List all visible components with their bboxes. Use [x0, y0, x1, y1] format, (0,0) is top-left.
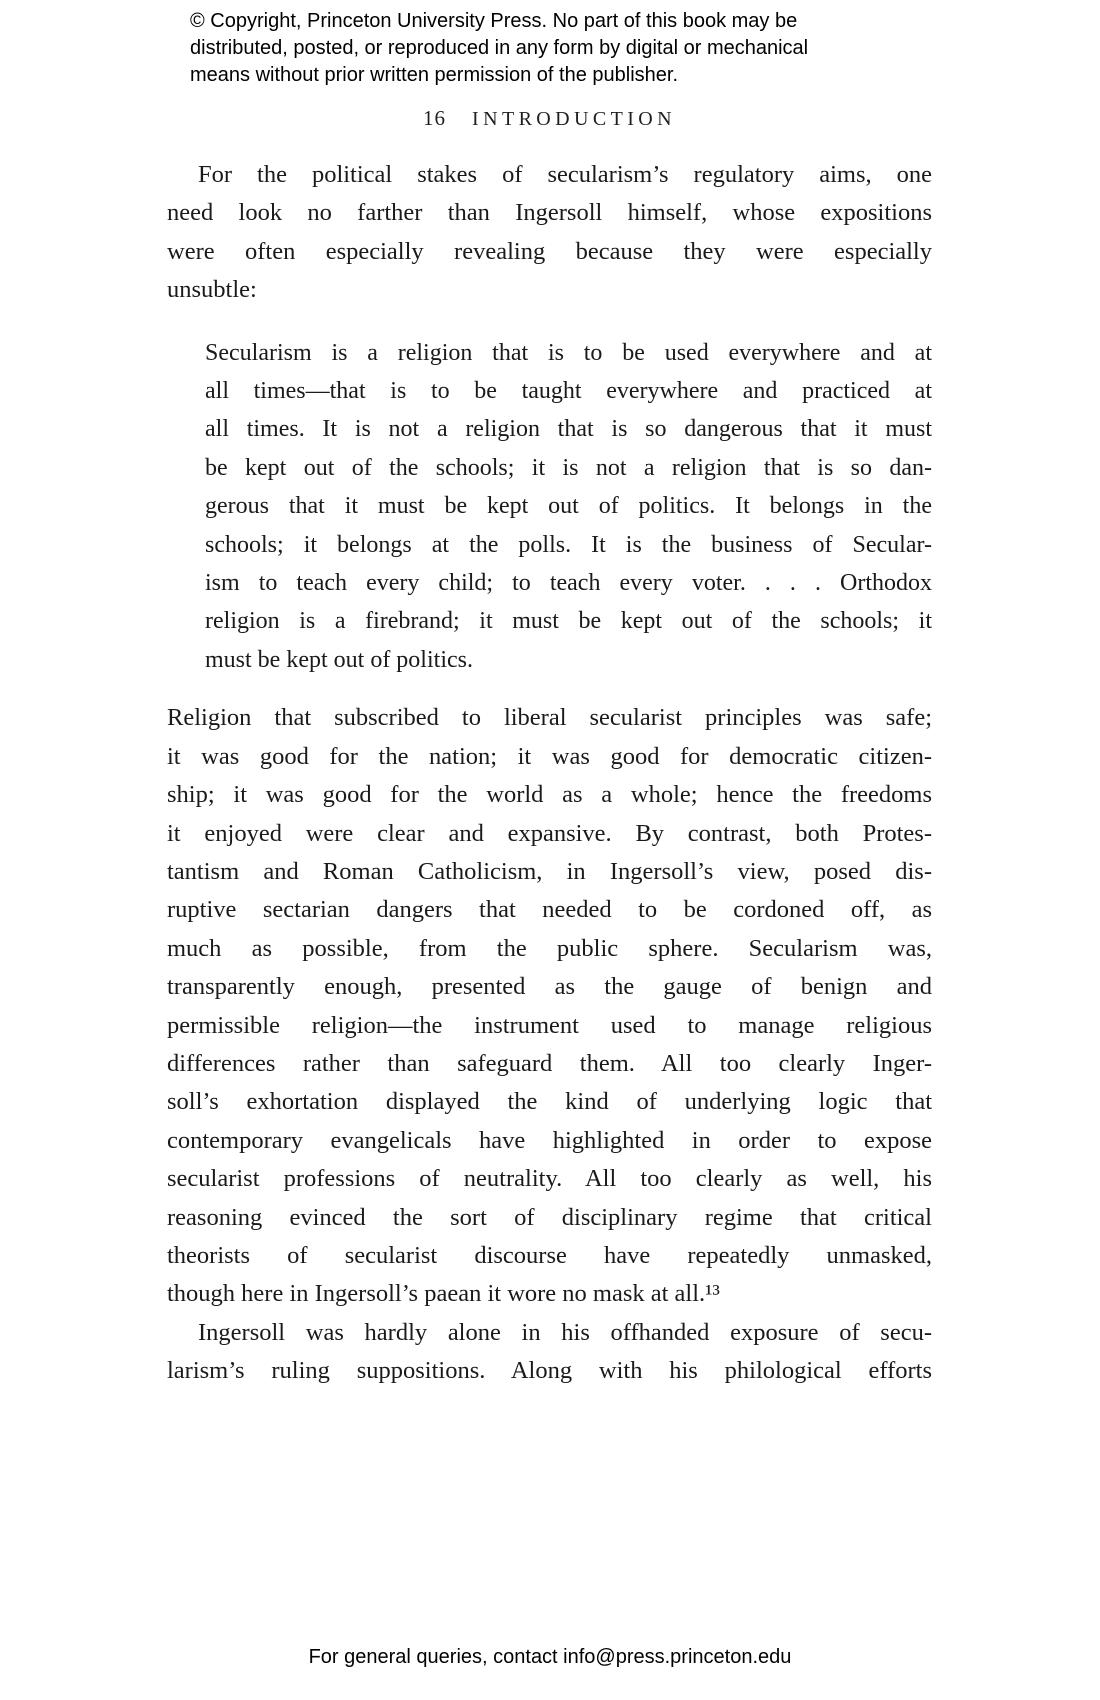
text-line: though here in Ingersoll’s paean it wore no mask at all.¹³	[167, 1280, 720, 1308]
text-line: For the political stakes of secularism’s regulatory aims, one	[198, 161, 932, 188]
text-line: Religion that subscribed to liberal secularist principles was safe;	[167, 704, 932, 732]
text-line: it enjoyed were clear and expansive. By contrast, both Protes-	[167, 819, 932, 847]
text-line: soll’s exhortation displayed the kind of underlying logic that	[167, 1088, 932, 1116]
page-number: 16	[423, 106, 447, 130]
text-line: must be kept out of politics.	[205, 646, 473, 673]
copyright-line: means without prior written permission of the publisher.	[190, 64, 679, 86]
text-line: religion is a firebrand; it must be kept out of the schools; it	[205, 608, 932, 635]
text-line: gerous that it must be kept out of politics. It belongs in the	[205, 493, 932, 520]
text-line: secularist professions of neutrality. All too clearly as well, his	[167, 1165, 932, 1193]
text-line: contemporary evangelicals have highlighted in order to expose	[167, 1126, 932, 1154]
body-text	[167, 156, 932, 1391]
text-line: reasoning evinced the sort of disciplinary regime that critical	[167, 1203, 932, 1231]
text-line: were often especially revealing because they were especially	[167, 237, 932, 265]
text-line: unsubtle:	[167, 276, 257, 304]
text-line: ship; it was good for the world as a whole; hence the freedoms	[167, 781, 932, 809]
text-line: it was good for the nation; it was good for democratic citizen-	[167, 742, 932, 770]
text-line: ism to teach every child; to teach every voter. . . . Orthodox	[205, 570, 932, 597]
text-line: schools; it belongs at the polls. It is the business of Secular-	[205, 531, 932, 558]
text-line: larism’s ruling suppositions. Along with his philological efforts	[167, 1357, 932, 1385]
text-line: ruptive sectarian dangers that needed to be cordoned off, as	[167, 896, 932, 924]
paragraph	[167, 699, 932, 1314]
text-line: tantism and Roman Catholicism, in Ingersoll’s view, posed dis-	[167, 857, 932, 885]
text-line: permissible religion—the instrument used to manage religious	[167, 1011, 932, 1039]
copyright-notice	[190, 8, 808, 89]
paragraph	[167, 1314, 932, 1391]
text-line: need look no farther than Ingersoll himself, whose expositions	[167, 199, 932, 227]
running-head	[167, 106, 932, 131]
copyright-line: © Copyright, Princeton University Press. No part of this book may be	[190, 10, 798, 32]
text-line: Ingersoll was hardly alone in his offhanded exposure of secu-	[198, 1318, 932, 1346]
paragraph	[167, 156, 932, 310]
copyright-line: distributed, posted, or reproduced in any form by digital or mechanical	[190, 37, 809, 59]
text-line: all times—that is to be taught everywhere and practiced at	[205, 378, 932, 405]
text-line: transparently enough, presented as the gauge of benign and	[167, 973, 932, 1001]
text-line: be kept out of the schools; it is not a religion that is so dan-	[205, 454, 932, 481]
footer-contact: For general queries, contact info@press.princeton.edu	[308, 1646, 792, 1668]
text-line: Secularism is a religion that is to be used everywhere and at	[205, 339, 932, 366]
block-quote	[167, 334, 932, 680]
text-line: much as possible, from the public sphere. Secularism was,	[167, 934, 932, 962]
text-line: differences rather than safeguard them. All too clearly Inger-	[167, 1049, 932, 1077]
text-line: all times. It is not a religion that is so dangerous that it must	[205, 416, 932, 443]
chapter-title: INTRODUCTION	[472, 108, 676, 130]
text-line: theorists of secularist discourse have repeatedly unmasked,	[167, 1241, 932, 1269]
